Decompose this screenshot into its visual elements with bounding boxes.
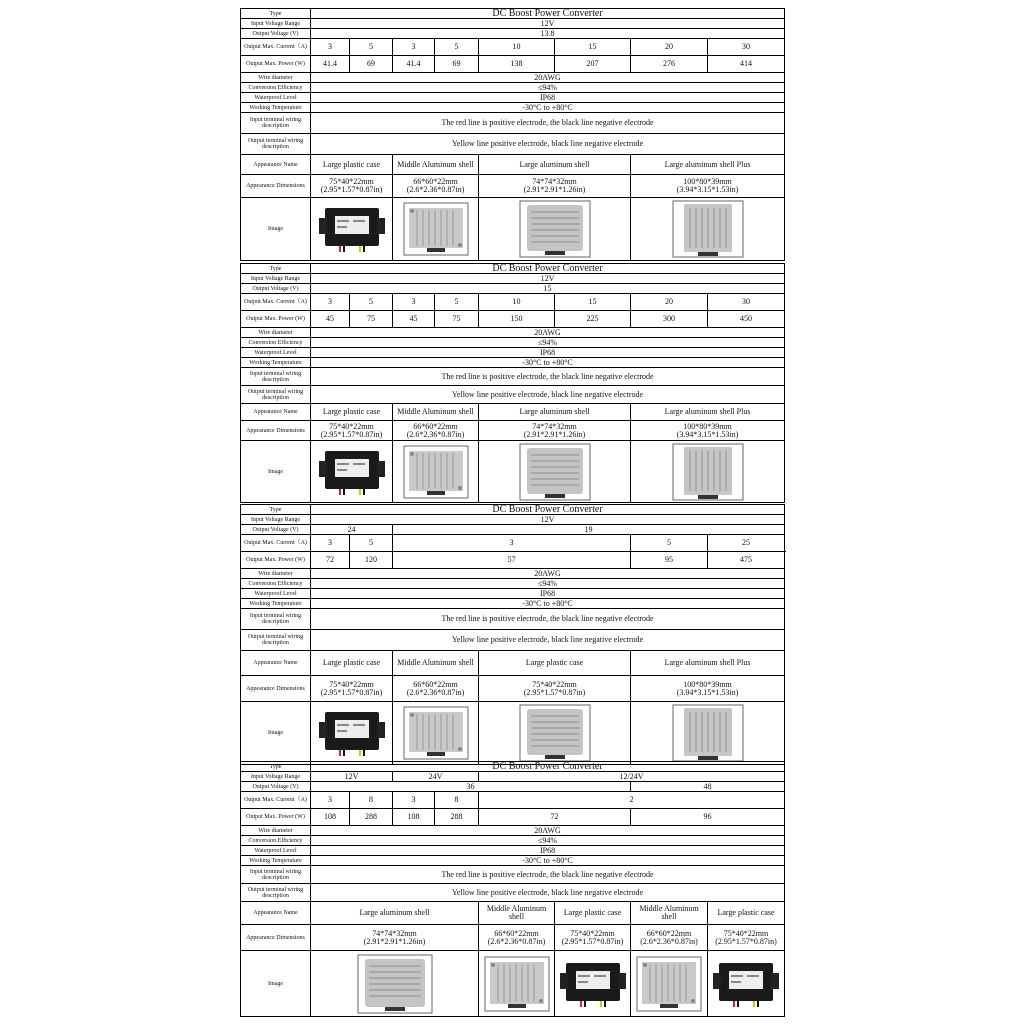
dimension-in: (2.95*1.57*0.87in) — [561, 936, 624, 946]
type-value: DC Boost Power Converter — [311, 505, 785, 515]
output-voltage-value: 36 — [311, 782, 631, 792]
input-voltage-value: 12V — [311, 515, 785, 525]
image-cell — [479, 198, 631, 261]
power-cell: 41.4 — [393, 56, 435, 73]
label-waterproof: Waterproof Level — [241, 589, 311, 599]
appearance-name-cell: Large aluminum shell Plus — [631, 404, 785, 421]
power-cell: 138 — [479, 56, 555, 73]
dimension-in: (2.91*2.91*1.26in) — [523, 185, 586, 194]
label-output-voltage: Output Voltage (V) — [241, 29, 311, 39]
power-cell: 57 — [393, 552, 631, 569]
label-temperature: Working Temperature — [241, 856, 311, 866]
dimension-mm: 100*80*39mm — [683, 421, 732, 431]
output-voltage-value: 15 — [311, 284, 785, 294]
dimension-mm: 75*40*22mm — [570, 928, 615, 938]
appearance-name-cell: Large aluminum shell Plus — [631, 651, 785, 676]
power-cell: 207 — [555, 56, 631, 73]
label-wire: Wire diameter — [241, 826, 311, 836]
label-wire: Wire diameter — [241, 569, 311, 579]
label-appearance-name: Appearance Name — [241, 902, 311, 925]
power-cell: 108 — [311, 809, 350, 826]
power-cell: 475 — [708, 552, 785, 569]
output-voltage-value: 48 — [631, 782, 785, 792]
dimension-cell — [631, 175, 785, 198]
label-appearance-dimensions: Appearance Dimensions — [241, 421, 311, 441]
appearance-name-cell: Large plastic case — [311, 651, 393, 676]
appearance-name-cell: Large plastic case — [311, 155, 393, 175]
label-temperature: Working Temperature — [241, 599, 311, 609]
label-wire: Wire diameter — [241, 73, 311, 83]
dimension-mm: 66*60*22mm — [413, 421, 458, 431]
type-value: DC Boost Power Converter — [311, 9, 785, 19]
dimension-mm: 100*80*39mm — [683, 679, 732, 689]
appearance-name-cell: Large plastic case — [555, 902, 631, 925]
dimension-in: (2.91*2.91*1.26in) — [523, 429, 586, 439]
label-type: Type — [241, 505, 311, 515]
output-voltage-value: 13.8 — [311, 29, 785, 39]
dimension-cell — [311, 676, 393, 702]
label-input-voltage: Input Voltage Range — [241, 515, 311, 525]
dimension-in: (2.95*1.57*0.87in) — [715, 936, 777, 946]
current-cell: 5 — [350, 294, 393, 311]
power-cell: 450 — [708, 311, 785, 328]
current-cell: 3 — [393, 792, 435, 809]
middle-aluminum-image — [403, 445, 469, 499]
dimension-cell — [393, 676, 479, 702]
dimension-in: (2.95*1.57*0.87in) — [320, 185, 383, 194]
label-efficiency: Conversion Efficiency — [241, 579, 311, 589]
power-cell: 96 — [631, 809, 785, 826]
label-wire: Wire diameter — [241, 328, 311, 338]
label-output-power: Output Max. Power (W) — [241, 56, 311, 73]
label-image: Image — [241, 441, 311, 503]
dimension-cell — [311, 421, 393, 441]
label-output-wiring: Output terminal wiring description — [241, 630, 311, 651]
waterproof-value: IP68 — [311, 589, 785, 599]
large-aluminum-image — [357, 954, 433, 1014]
dimension-mm: 100*80*39mm — [683, 177, 732, 186]
power-cell: 75 — [350, 311, 393, 328]
plastic-case-image — [319, 206, 385, 252]
label-output-voltage: Output Voltage (V) — [241, 782, 311, 792]
output-voltage-value: 19 — [393, 525, 785, 535]
dimension-mm: 75*40*22mm — [329, 177, 374, 186]
label-image: Image — [241, 951, 311, 1017]
dimension-in: (3.94*3.15*1.53in) — [676, 429, 739, 439]
image-cell — [631, 951, 708, 1017]
appearance-name-cell: Middle Aluminum shell — [393, 155, 479, 175]
plastic-case-image — [560, 961, 626, 1007]
appearance-name-cell: Middle Aluminum shell — [479, 902, 555, 925]
current-cell: 5 — [435, 294, 479, 311]
waterproof-value: IP68 — [311, 846, 785, 856]
dimension-in: (2.6*2.36*0.87in) — [487, 936, 546, 946]
label-image: Image — [241, 702, 311, 765]
dimension-mm: 74*74*32mm — [372, 928, 417, 938]
label-input-wiring: Input terminal wiring description — [241, 368, 311, 386]
current-cell: 3 — [311, 535, 350, 552]
dimension-cell — [479, 676, 631, 702]
middle-aluminum-image — [484, 956, 550, 1012]
current-cell: 3 — [393, 39, 435, 56]
appearance-name-cell: Middle Aluminum shell — [393, 404, 479, 421]
dimension-in: (2.6*2.36*0.87in) — [406, 185, 465, 194]
efficiency-value: ≤94% — [311, 338, 785, 348]
current-cell: 3 — [311, 792, 350, 809]
label-waterproof: Waterproof Level — [241, 348, 311, 358]
current-cell: 5 — [350, 535, 393, 552]
dimension-mm: 75*40*22mm — [723, 928, 769, 938]
power-cell: 150 — [479, 311, 555, 328]
wire-value: 20AWG — [311, 826, 785, 836]
label-output-wiring: Output terminal wiring description — [241, 884, 311, 902]
current-cell: 5 — [350, 39, 393, 56]
dimension-mm: 75*40*22mm — [329, 679, 374, 689]
dimension-cell — [479, 421, 631, 441]
label-input-wiring: Input terminal wiring description — [241, 609, 311, 630]
image-cell — [708, 951, 785, 1017]
label-output-wiring: Output terminal wiring description — [241, 386, 311, 404]
label-output-power: Output Max. Power (W) — [241, 311, 311, 328]
appearance-name-cell: Middle Aluminum shell — [393, 651, 479, 676]
label-output-power: Output Max. Power (W) — [241, 809, 311, 826]
dimension-mm: 66*60*22mm — [413, 679, 458, 689]
image-cell — [393, 198, 479, 261]
waterproof-value: IP68 — [311, 348, 785, 358]
dimension-cell — [631, 421, 785, 441]
input-voltage-value: 12V — [311, 772, 393, 782]
label-input-voltage: Input Voltage Range — [241, 274, 311, 284]
type-value: DC Boost Power Converter — [311, 264, 785, 274]
dimension-cell — [311, 175, 393, 198]
label-type: Type — [241, 9, 311, 19]
image-cell — [311, 951, 479, 1017]
current-cell: 3 — [393, 294, 435, 311]
middle-aluminum-image — [403, 202, 469, 256]
image-cell — [479, 951, 555, 1017]
wire-value: 20AWG — [311, 73, 785, 83]
power-cell: 69 — [350, 56, 393, 73]
dimension-cell — [479, 175, 631, 198]
power-cell: 288 — [350, 809, 393, 826]
dimension-cell — [708, 925, 785, 951]
label-efficiency: Conversion Efficiency — [241, 83, 311, 93]
input-voltage-value: 12/24V — [479, 772, 785, 782]
current-cell: 3 — [311, 39, 350, 56]
current-cell: 3 — [311, 294, 350, 311]
current-cell: 15 — [555, 39, 631, 56]
dimension-cell — [479, 925, 555, 951]
current-cell: 10 — [479, 39, 555, 56]
label-appearance-dimensions: Appearance Dimensions — [241, 175, 311, 198]
label-input-voltage: Input Voltage Range — [241, 772, 311, 782]
dimension-in: (2.6*2.36*0.87in) — [640, 936, 698, 946]
current-cell: 20 — [631, 39, 708, 56]
label-waterproof: Waterproof Level — [241, 846, 311, 856]
image-cell — [555, 951, 631, 1017]
current-cell: 3 — [393, 535, 631, 552]
power-cell: 45 — [393, 311, 435, 328]
aluminum-plus-image — [672, 200, 744, 258]
dimension-cell — [555, 925, 631, 951]
appearance-name-cell: Large aluminum shell — [479, 155, 631, 175]
power-cell: 69 — [435, 56, 479, 73]
input-voltage-value: 12V — [311, 274, 785, 284]
input-wiring-value: The red line is positive electrode, the black line negative electrode — [311, 113, 785, 134]
current-cell: 2 — [479, 792, 785, 809]
label-output-voltage: Output Voltage (V) — [241, 525, 311, 535]
image-cell — [631, 441, 785, 503]
power-cell: 288 — [435, 809, 479, 826]
dimension-mm: 66*60*22mm — [646, 928, 692, 938]
dimension-in: (2.95*1.57*0.87in) — [320, 429, 383, 439]
current-cell: 5 — [631, 535, 708, 552]
dimension-cell — [393, 421, 479, 441]
temperature-value: -30°C to +80°C — [311, 599, 785, 609]
output-voltage-value: 24 — [311, 525, 393, 535]
label-output-power: Output Max. Power (W) — [241, 552, 311, 569]
temperature-value: -30°C to +80°C — [311, 856, 785, 866]
aluminum-plus-image — [672, 704, 744, 762]
current-cell: 8 — [350, 792, 393, 809]
power-cell: 108 — [393, 809, 435, 826]
output-wiring-value: Yellow line positive electrode, black line negative electrode — [311, 630, 785, 651]
dimension-in: (2.95*1.57*0.87in) — [320, 687, 383, 697]
power-cell: 41.4 — [311, 56, 350, 73]
label-appearance-dimensions: Appearance Dimensions — [241, 676, 311, 702]
label-input-wiring: Input terminal wiring description — [241, 866, 311, 884]
efficiency-value: ≤94% — [311, 83, 785, 93]
dimension-in: (2.6*2.36*0.87in) — [406, 429, 465, 439]
label-output-voltage: Output Voltage (V) — [241, 284, 311, 294]
power-cell: 120 — [350, 552, 393, 569]
middle-aluminum-image — [636, 956, 702, 1012]
power-cell: 95 — [631, 552, 708, 569]
label-appearance-dimensions: Appearance Dimensions — [241, 925, 311, 951]
label-appearance-name: Appearance Name — [241, 155, 311, 175]
efficiency-value: ≤94% — [311, 579, 785, 589]
label-output-current: Output Max. Current（A) — [241, 535, 311, 552]
image-cell — [479, 441, 631, 503]
dimension-cell — [311, 925, 479, 951]
image-cell — [311, 198, 393, 261]
label-efficiency: Conversion Efficiency — [241, 338, 311, 348]
power-cell: 225 — [555, 311, 631, 328]
appearance-name-cell: Large plastic case — [311, 404, 393, 421]
large-aluminum-image — [519, 443, 591, 501]
label-efficiency: Conversion Efficiency — [241, 836, 311, 846]
input-wiring-value: The red line is positive electrode, the black line negative electrode — [311, 866, 785, 884]
current-cell: 8 — [435, 792, 479, 809]
image-cell — [631, 702, 785, 765]
dimension-cell — [631, 676, 785, 702]
wire-value: 20AWG — [311, 328, 785, 338]
plastic-case-image — [319, 449, 385, 495]
dimension-in: (2.91*2.91*1.26in) — [363, 936, 426, 946]
dimension-mm: 66*60*22mm — [413, 177, 458, 186]
current-cell: 20 — [631, 294, 708, 311]
label-output-current: Output Max. Current（A) — [241, 294, 311, 311]
temperature-value: -30°C to +80°C — [311, 103, 785, 113]
power-cell: 300 — [631, 311, 708, 328]
dimension-mm: 75*40*22mm — [329, 421, 374, 431]
current-cell: 30 — [708, 39, 785, 56]
large-aluminum-image — [519, 704, 591, 762]
spec-table-2 — [240, 263, 785, 503]
appearance-name-cell: Large aluminum shell Plus — [631, 155, 785, 175]
appearance-name-cell: Large aluminum shell — [311, 902, 479, 925]
image-cell — [311, 441, 393, 503]
appearance-name-cell: Large plastic case — [479, 651, 631, 676]
input-wiring-value: The red line is positive electrode, the black line negative electrode — [311, 609, 785, 630]
dimension-in: (3.94*3.15*1.53in) — [676, 687, 739, 697]
type-value: DC Boost Power Converter — [311, 762, 785, 772]
dimension-in: (2.6*2.36*0.87in) — [406, 687, 465, 697]
dimension-mm: 74*74*32mm — [532, 421, 577, 431]
label-type: Type — [241, 762, 311, 772]
waterproof-value: IP68 — [311, 93, 785, 103]
wire-value: 20AWG — [311, 569, 785, 579]
label-appearance-name: Appearance Name — [241, 404, 311, 421]
temperature-value: -30°C to +80°C — [311, 358, 785, 368]
power-cell: 276 — [631, 56, 708, 73]
power-cell: 72 — [311, 552, 350, 569]
input-voltage-value: 24V — [393, 772, 479, 782]
label-input-wiring: Input terminal wiring description — [241, 113, 311, 134]
dimension-mm: 75*40*22mm — [532, 679, 577, 689]
label-output-wiring: Output terminal wiring description — [241, 134, 311, 155]
input-wiring-value: The red line is positive electrode, the black line negative electrode — [311, 368, 785, 386]
appearance-name-cell: Middle Aluminum shell — [631, 902, 708, 925]
current-cell: 25 — [708, 535, 785, 552]
plastic-case-image — [319, 710, 385, 756]
spec-table-4 — [240, 761, 785, 1017]
current-cell: 5 — [435, 39, 479, 56]
image-cell — [393, 441, 479, 503]
image-cell — [393, 702, 479, 765]
plastic-case-image — [713, 961, 779, 1007]
current-cell: 30 — [708, 294, 785, 311]
label-appearance-name: Appearance Name — [241, 651, 311, 676]
label-output-current: Output Max. Current（A) — [241, 792, 311, 809]
label-temperature: Working Temperature — [241, 358, 311, 368]
output-wiring-value: Yellow line positive electrode, black line negative electrode — [311, 134, 785, 155]
power-cell: 72 — [479, 809, 631, 826]
dimension-in: (3.94*3.15*1.53in) — [676, 185, 739, 194]
large-aluminum-image — [519, 200, 591, 258]
spec-table-1 — [240, 8, 785, 261]
image-cell — [631, 198, 785, 261]
power-cell: 75 — [435, 311, 479, 328]
efficiency-value: ≤94% — [311, 836, 785, 846]
dimension-mm: 74*74*32mm — [532, 177, 577, 186]
spec-table-3 — [240, 504, 785, 765]
output-wiring-value: Yellow line positive electrode, black line negative electrode — [311, 884, 785, 902]
appearance-name-cell: Large aluminum shell — [479, 404, 631, 421]
dimension-in: (2.95*1.57*0.87in) — [523, 687, 586, 697]
label-temperature: Working Temperature — [241, 103, 311, 113]
current-cell: 15 — [555, 294, 631, 311]
image-cell — [479, 702, 631, 765]
output-wiring-value: Yellow line positive electrode, black line negative electrode — [311, 386, 785, 404]
current-cell: 10 — [479, 294, 555, 311]
dimension-mm: 66*60*22mm — [494, 928, 539, 938]
aluminum-plus-image — [672, 443, 744, 501]
label-type: Type — [241, 264, 311, 274]
middle-aluminum-image — [403, 706, 469, 760]
label-image: Image — [241, 198, 311, 261]
power-cell: 414 — [708, 56, 785, 73]
label-output-current: Output Max. Current（A) — [241, 39, 311, 56]
power-cell: 45 — [311, 311, 350, 328]
label-input-voltage: Input Voltage Range — [241, 19, 311, 29]
dimension-cell — [631, 925, 708, 951]
dimension-cell — [393, 175, 479, 198]
appearance-name-cell: Large plastic case — [708, 902, 785, 925]
image-cell — [311, 702, 393, 765]
label-waterproof: Waterproof Level — [241, 93, 311, 103]
input-voltage-value: 12V — [311, 19, 785, 29]
